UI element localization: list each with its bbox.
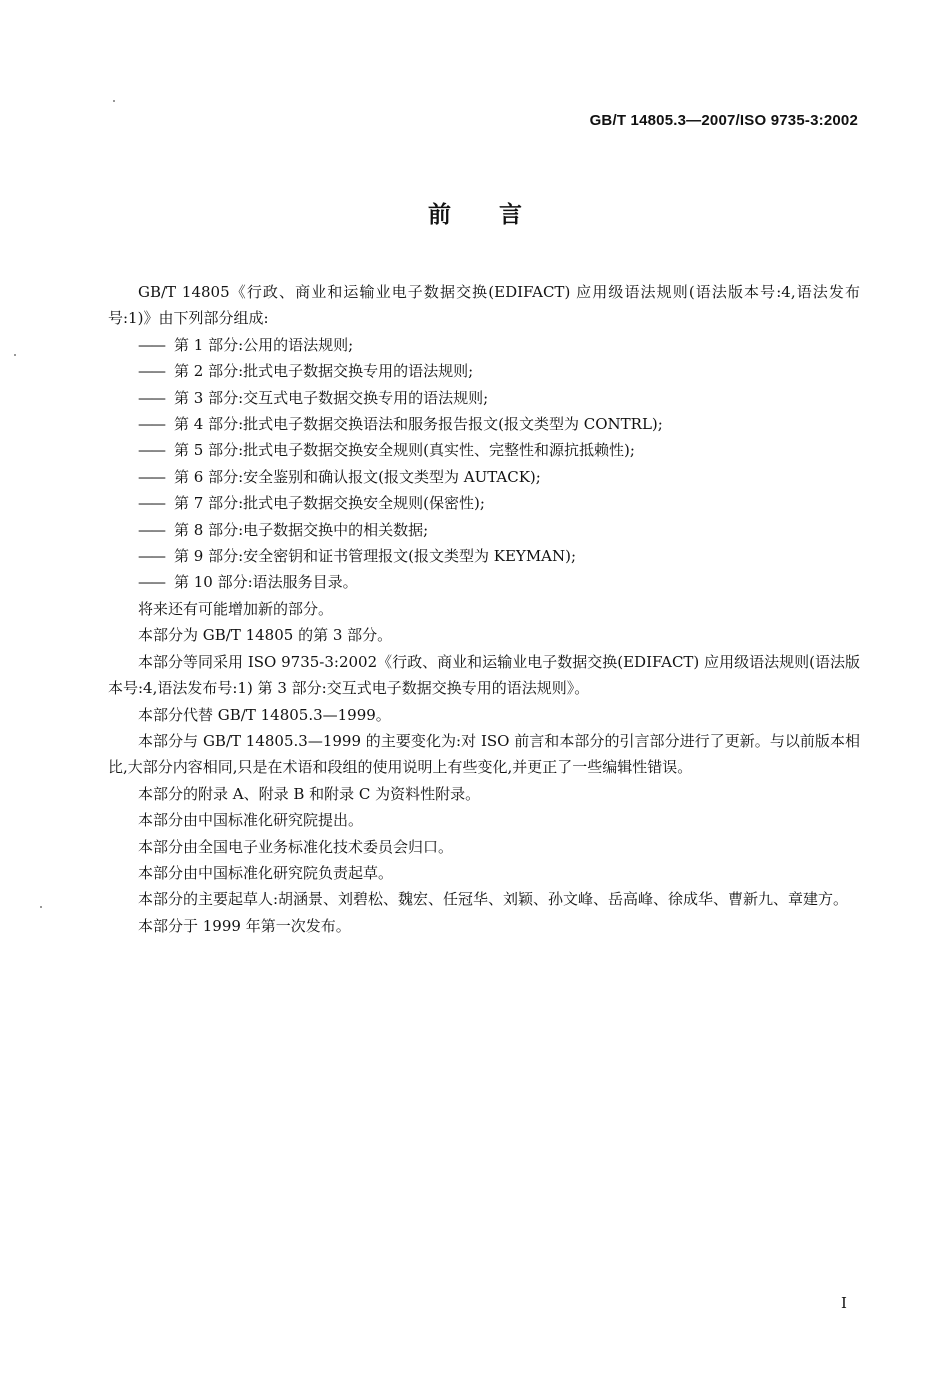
list-item [108,517,860,543]
list-dash: —— [138,441,164,460]
list-dash: —— [138,520,164,539]
paragraph-drafted-by: 本部分由中国标准化研究院负责起草。 [138,863,394,882]
list-item-text: 第 1 部分:公用的语法规则; [174,335,354,354]
list-dash: —— [138,494,164,513]
page-title: 前言 [428,202,570,228]
list-item [108,464,860,490]
list-item [108,490,860,516]
list-dash: —— [138,335,164,354]
paragraph-first-published: 本部分于 1999 年第一次发布。 [138,916,351,935]
paragraph-annexes: 本部分的附录 A、附录 B 和附录 C 为资料性附录。 [138,784,481,803]
list-item-text: 第 2 部分:批式电子数据交换专用的语法规则; [174,362,474,381]
list-item [108,332,860,358]
list-item-text: 第 5 部分:批式电子数据交换安全规则(真实性、完整性和源抗抵赖性); [174,441,635,460]
paragraph-drafters: 本部分的主要起草人:胡涵景、刘碧松、魏宏、任冠华、刘颖、孙文峰、岳高峰、徐成华、曹新九、章建方。 [138,890,849,909]
paragraph-centralized-by: 本部分由全国电子业务标准化技术委员会归口。 [138,837,454,856]
paragraph-future-parts: 将来还有可能增加新的部分。 [138,599,334,618]
list-dash: —— [138,573,164,592]
list-item [108,411,860,437]
list-item-text: 第 4 部分:批式电子数据交换语法和服务报告报文(报文类型为 CONTRL); [174,415,663,434]
parts-list [108,332,860,596]
list-item [108,437,860,463]
list-item-text: 第 7 部分:批式电子数据交换安全规则(保密性); [174,494,485,513]
list-item [108,358,860,384]
scan-speck [40,906,42,908]
paragraph-part-number: 本部分为 GB/T 14805 的第 3 部分。 [138,626,393,645]
list-dash: —— [138,467,164,486]
intro-paragraph: GB/T 14805《行政、商业和运输业电子数据交换(EDIFACT) 应用级语法规则(语法版本号:4,语法发布号:1)》由下列部分组成: [108,283,860,328]
paragraph-adoption: 本部分等同采用 ISO 9735-3:2002《行政、商业和运输业电子数据交换(EDIFACT) 应用级语法规则(语法版本号:4,语法发布号:1) 第 3 部分:交互式电子数据交换专用的语法规则》。 [108,652,860,698]
list-dash: —— [138,547,164,566]
list-dash: —— [138,388,164,407]
scan-speck [113,100,115,102]
list-item-text: 第 3 部分:交互式电子数据交换专用的语法规则; [174,388,489,407]
list-item-text: 第 6 部分:安全鉴别和确认报文(报文类型为 AUTACK); [174,467,541,486]
list-dash: —— [138,415,164,434]
page-number: I [841,1294,847,1312]
list-dash: —— [138,362,164,381]
scan-speck [14,354,16,356]
standard-code: GB/T 14805.3—2007/ISO 9735-3:2002 [589,112,858,129]
list-item [108,569,860,595]
list-item-text: 第 10 部分:语法服务目录。 [174,573,358,592]
list-item [108,385,860,411]
list-item-text: 第 9 部分:安全密钥和证书管理报文(报文类型为 KEYMAN); [174,547,577,566]
list-item-text: 第 8 部分:电子数据交换中的相关数据; [174,520,429,539]
paragraph-proposed-by: 本部分由中国标准化研究院提出。 [138,811,364,830]
paragraph-changes: 本部分与 GB/T 14805.3—1999 的主要变化为:对 ISO 前言和本部分的引言部分进行了更新。与以前版本相比,大部分内容相同,只是在术语和段组的使用说明上有些变化,并更正了一些编辑性错误。 [108,731,860,777]
foreword-body [108,279,860,939]
list-item [108,543,860,569]
paragraph-replaces: 本部分代替 GB/T 14805.3—1999。 [138,705,391,724]
